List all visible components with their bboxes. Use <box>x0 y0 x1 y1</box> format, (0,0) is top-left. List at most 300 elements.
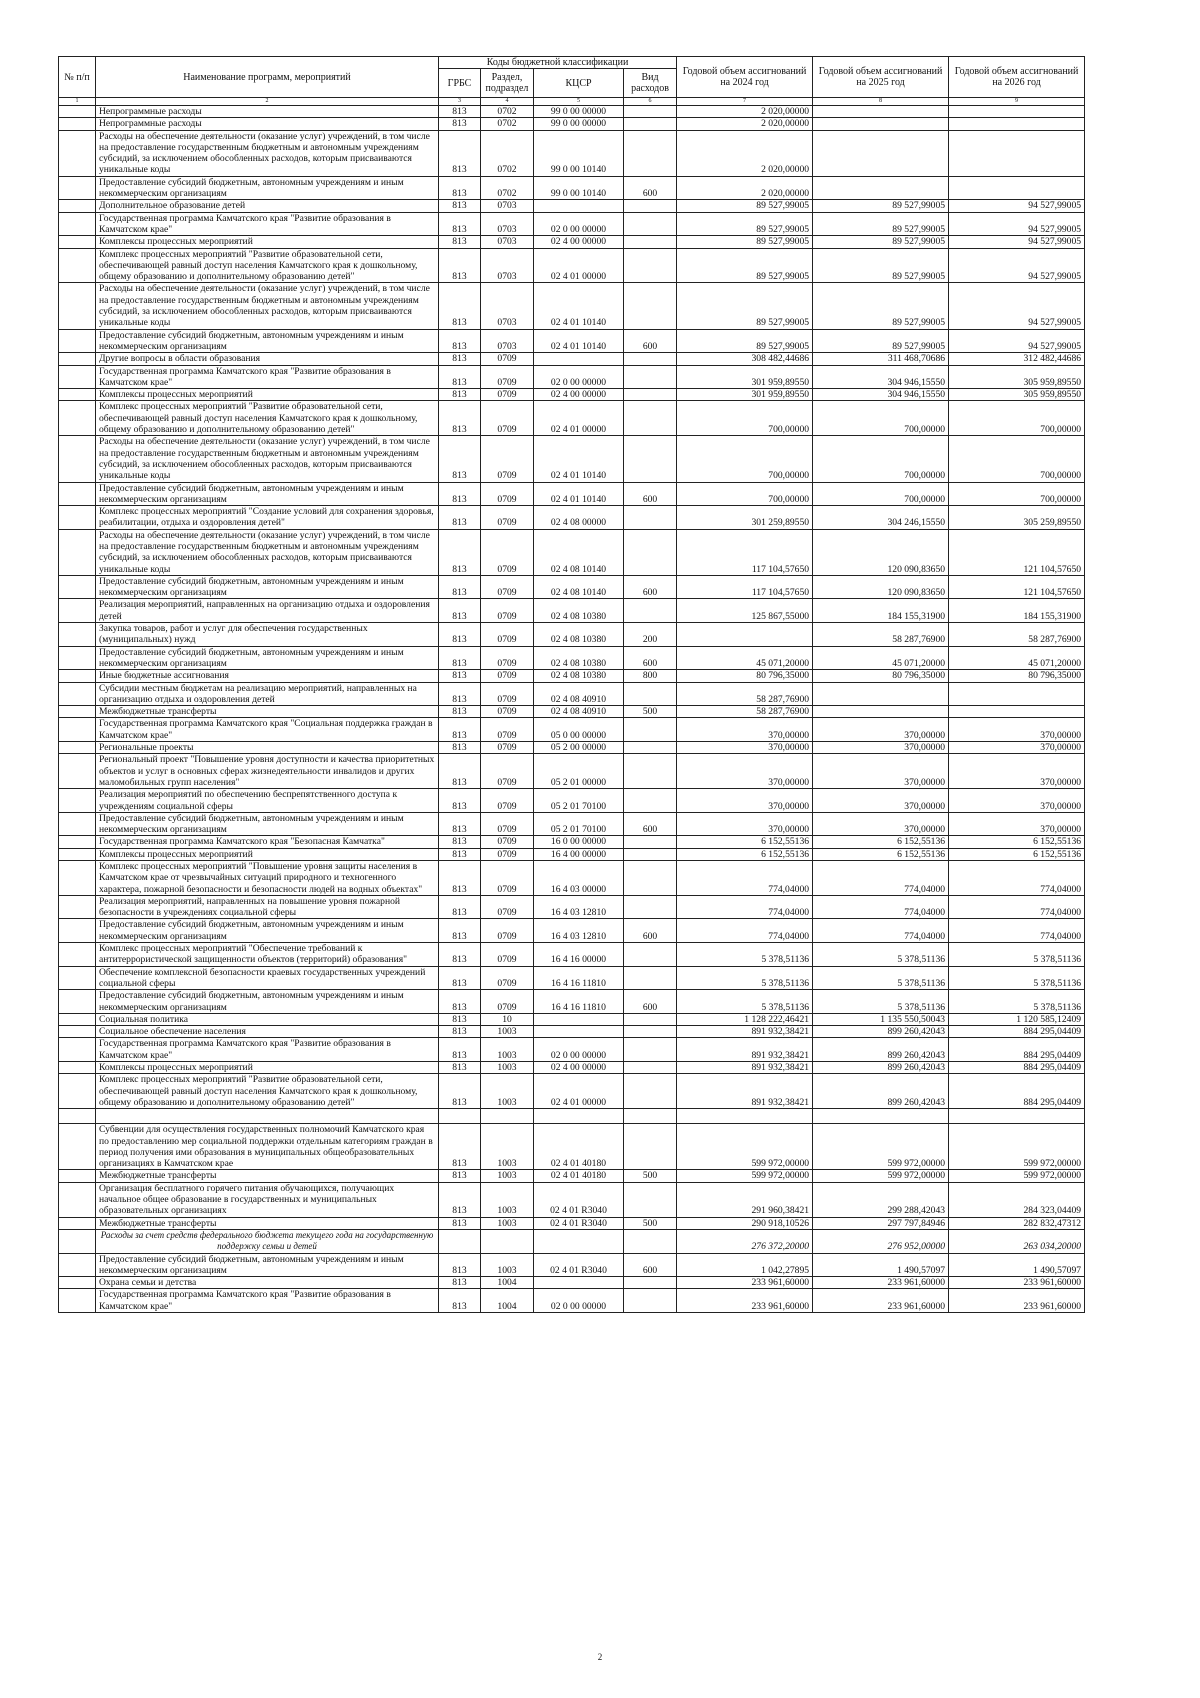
table-row <box>59 401 1085 436</box>
spacer-cell <box>949 1109 1085 1124</box>
row-2025-cell: 299 288,42043 <box>813 1182 949 1217</box>
table-row <box>59 212 1085 236</box>
row-grbs-cell: 813 <box>439 529 481 575</box>
row-name-cell: Комплекс процессных мероприятий "Развитие образовательной сети, обеспечивающей равный доступ населения Камчатского края к дошкольному, общему образованию и дополнительному образованию детей" <box>96 1074 439 1109</box>
row-razdel-cell: 0702 <box>481 106 534 118</box>
row-vid-cell <box>624 1062 677 1074</box>
table-row <box>59 848 1085 860</box>
row-2025-cell: 774,04000 <box>813 861 949 896</box>
row-2025-cell: 120 090,83650 <box>813 529 949 575</box>
row-vid-cell: 600 <box>624 482 677 506</box>
row-2025-cell: 6 152,55136 <box>813 848 949 860</box>
row-2024-cell: 301 959,89550 <box>677 389 813 401</box>
table-row <box>59 365 1085 389</box>
row-number-cell <box>59 895 96 919</box>
row-name-cell: Реализация мероприятий по обеспечению беспрепятственного доступа к учреждениям социальной сферы <box>96 789 439 813</box>
row-number-cell <box>59 401 96 436</box>
row-vid-cell <box>624 236 677 248</box>
spacer-cell <box>96 1109 439 1124</box>
row-2026-cell <box>949 706 1085 718</box>
row-2024-cell: 700,00000 <box>677 401 813 436</box>
row-kcsr-cell: 16 4 16 11810 <box>534 990 624 1014</box>
row-kcsr-cell: 05 2 01 70100 <box>534 812 624 836</box>
row-2025-cell: 89 527,99005 <box>813 248 949 283</box>
spacer-cell <box>677 1109 813 1124</box>
row-razdel-cell: 1004 <box>481 1277 534 1289</box>
table-row <box>59 529 1085 575</box>
row-grbs-cell: 813 <box>439 482 481 506</box>
row-razdel-cell: 0709 <box>481 754 534 789</box>
row-kcsr-cell: 02 4 01 R3040 <box>534 1217 624 1229</box>
row-vid-cell <box>624 1013 677 1025</box>
table-row <box>59 754 1085 789</box>
row-kcsr-cell: 02 4 01 R3040 <box>534 1182 624 1217</box>
row-grbs-cell: 813 <box>439 176 481 200</box>
row-vid-cell <box>624 1229 677 1253</box>
row-2025-cell: 774,04000 <box>813 919 949 943</box>
row-2024-cell: 774,04000 <box>677 861 813 896</box>
row-number-cell <box>59 1074 96 1109</box>
row-2024-cell: 370,00000 <box>677 742 813 754</box>
table-row <box>59 1277 1085 1289</box>
row-kcsr-cell: 02 4 00 00000 <box>534 1062 624 1074</box>
row-number-cell <box>59 682 96 706</box>
row-name-cell: Комплекс процессных мероприятий "Развитие образовательной сети, обеспечивающей равный доступ населения Камчатского края к дошкольному, общему образованию и дополнительному образованию детей" <box>96 401 439 436</box>
row-2026-cell: 700,00000 <box>949 482 1085 506</box>
row-2026-cell: 599 972,00000 <box>949 1170 1085 1182</box>
spacer-cell <box>481 1109 534 1124</box>
row-number-cell <box>59 389 96 401</box>
row-kcsr-cell: 02 4 08 10140 <box>534 529 624 575</box>
table-row <box>59 1229 1085 1253</box>
row-name-cell: Государственная программа Камчатского края "Развитие образования в Камчатском крае" <box>96 212 439 236</box>
row-2026-cell: 263 034,20000 <box>949 1229 1085 1253</box>
table-row <box>59 599 1085 623</box>
row-2026-cell <box>949 130 1085 176</box>
row-grbs-cell: 813 <box>439 943 481 967</box>
row-kcsr-cell: 02 4 01 00000 <box>534 248 624 283</box>
row-2024-cell: 6 152,55136 <box>677 848 813 860</box>
row-name-cell: Непрограммные расходы <box>96 106 439 118</box>
row-2026-cell: 233 961,60000 <box>949 1289 1085 1313</box>
row-razdel-cell: 0709 <box>481 353 534 365</box>
row-razdel-cell: 0709 <box>481 848 534 860</box>
row-vid-cell <box>624 130 677 176</box>
row-2026-cell: 94 527,99005 <box>949 329 1085 353</box>
row-number-cell <box>59 353 96 365</box>
row-kcsr-cell: 02 4 01 00000 <box>534 401 624 436</box>
row-vid-cell <box>624 943 677 967</box>
row-grbs-cell: 813 <box>439 283 481 329</box>
row-vid-cell <box>624 283 677 329</box>
row-2026-cell: 370,00000 <box>949 789 1085 813</box>
table-row <box>59 682 1085 706</box>
row-razdel-cell: 0709 <box>481 682 534 706</box>
row-name-cell: Комплексы процессных мероприятий <box>96 848 439 860</box>
row-2026-cell: 94 527,99005 <box>949 283 1085 329</box>
row-kcsr-cell: 02 4 01 40180 <box>534 1170 624 1182</box>
row-grbs-cell: 813 <box>439 718 481 742</box>
row-2026-cell: 94 527,99005 <box>949 212 1085 236</box>
row-kcsr-cell <box>534 1229 624 1253</box>
row-grbs-cell: 813 <box>439 1217 481 1229</box>
row-name-cell: Комплексы процессных мероприятий <box>96 389 439 401</box>
row-grbs-cell: 813 <box>439 248 481 283</box>
row-2025-cell <box>813 106 949 118</box>
row-2026-cell: 6 152,55136 <box>949 836 1085 848</box>
row-razdel-cell: 1003 <box>481 1074 534 1109</box>
row-name-cell: Предоставление субсидий бюджетным, автономным учреждениям и иным некоммерческим организациям <box>96 812 439 836</box>
row-number-cell <box>59 789 96 813</box>
table-row <box>59 1170 1085 1182</box>
table-row <box>59 1062 1085 1074</box>
table-row <box>59 861 1085 896</box>
row-kcsr-cell: 05 0 00 00000 <box>534 718 624 742</box>
row-2026-cell: 94 527,99005 <box>949 200 1085 212</box>
row-name-cell: Предоставление субсидий бюджетным, автономным учреждениям и иным некоммерческим организациям <box>96 482 439 506</box>
row-razdel-cell: 0709 <box>481 943 534 967</box>
col-number: 3 <box>439 98 481 106</box>
row-name-cell: Организация бесплатного горячего питания обучающихся, получающих начальное общее образование в государственных и муниципальных образовательных организациях <box>96 1182 439 1217</box>
row-kcsr-cell: 99 0 00 10140 <box>534 130 624 176</box>
header-codes-group: Коды бюджетной классификации <box>439 57 677 69</box>
row-number-cell <box>59 861 96 896</box>
table-row <box>59 789 1085 813</box>
row-number-cell <box>59 529 96 575</box>
row-razdel-cell: 0703 <box>481 212 534 236</box>
row-number-cell <box>59 236 96 248</box>
row-vid-cell <box>624 718 677 742</box>
row-2024-cell: 276 372,20000 <box>677 1229 813 1253</box>
row-name-cell: Субвенции для осуществления государственных полномочий Камчатского края по предоставлению мер социальной поддержки отдельным категориям граждан в период получения ими образования в муниципальных общеобразовательных организациях в Камчатском крае <box>96 1124 439 1170</box>
col-number: 4 <box>481 98 534 106</box>
row-vid-cell: 500 <box>624 706 677 718</box>
row-name-cell: Охрана семьи и детства <box>96 1277 439 1289</box>
row-2024-cell: 891 932,38421 <box>677 1062 813 1074</box>
row-grbs-cell: 813 <box>439 506 481 530</box>
row-name-cell: Межбюджетные трансферты <box>96 1217 439 1229</box>
row-2026-cell: 884 295,04409 <box>949 1026 1085 1038</box>
row-razdel-cell: 0709 <box>481 742 534 754</box>
row-vid-cell <box>624 118 677 130</box>
row-2026-cell <box>949 682 1085 706</box>
row-kcsr-cell: 05 2 01 70100 <box>534 789 624 813</box>
row-2025-cell: 700,00000 <box>813 436 949 482</box>
row-2024-cell: 291 960,38421 <box>677 1182 813 1217</box>
row-name-cell: Государственная программа Камчатского края "Социальная поддержка граждан в Камчатском крае" <box>96 718 439 742</box>
header-2025: Годовой объем ассигнований на 2025 год <box>813 57 949 98</box>
row-vid-cell: 600 <box>624 1253 677 1277</box>
row-2026-cell: 184 155,31900 <box>949 599 1085 623</box>
row-name-cell: Предоставление субсидий бюджетным, автономным учреждениям и иным некоммерческим организациям <box>96 990 439 1014</box>
row-2024-cell: 80 796,35000 <box>677 670 813 682</box>
row-number-cell <box>59 482 96 506</box>
row-2026-cell <box>949 176 1085 200</box>
row-2026-cell: 305 959,89550 <box>949 365 1085 389</box>
row-grbs-cell: 813 <box>439 1074 481 1109</box>
row-2026-cell: 774,04000 <box>949 895 1085 919</box>
row-vid-cell <box>624 212 677 236</box>
row-2026-cell: 5 378,51136 <box>949 966 1085 990</box>
row-2025-cell <box>813 176 949 200</box>
row-grbs-cell: 813 <box>439 754 481 789</box>
row-2026-cell: 774,04000 <box>949 919 1085 943</box>
row-razdel-cell: 0709 <box>481 482 534 506</box>
row-kcsr-cell: 02 4 08 10380 <box>534 599 624 623</box>
row-name-cell: Другие вопросы в области образования <box>96 353 439 365</box>
row-grbs-cell: 813 <box>439 1170 481 1182</box>
header-2024: Годовой объем ассигнований на 2024 год <box>677 57 813 98</box>
row-vid-cell: 200 <box>624 623 677 647</box>
row-2024-cell: 2 020,00000 <box>677 176 813 200</box>
table-row <box>59 919 1085 943</box>
row-number-cell <box>59 646 96 670</box>
row-2025-cell: 297 797,84946 <box>813 1217 949 1229</box>
col-number: 2 <box>96 98 439 106</box>
row-name-cell: Региональные проекты <box>96 742 439 754</box>
row-razdel-cell: 0709 <box>481 646 534 670</box>
row-razdel-cell: 1003 <box>481 1026 534 1038</box>
row-kcsr-cell <box>534 1277 624 1289</box>
row-number-cell <box>59 436 96 482</box>
row-number-cell <box>59 1217 96 1229</box>
row-vid-cell <box>624 742 677 754</box>
col-number: 5 <box>534 98 624 106</box>
row-razdel-cell: 0709 <box>481 789 534 813</box>
table-row <box>59 482 1085 506</box>
row-vid-cell <box>624 1038 677 1062</box>
row-2025-cell: 89 527,99005 <box>813 200 949 212</box>
row-razdel-cell: 1003 <box>481 1182 534 1217</box>
row-vid-cell: 500 <box>624 1170 677 1182</box>
row-2024-cell: 2 020,00000 <box>677 130 813 176</box>
row-vid-cell <box>624 895 677 919</box>
column-numbers-row <box>59 98 1085 106</box>
row-grbs-cell: 813 <box>439 670 481 682</box>
row-name-cell: Комплексы процессных мероприятий <box>96 1062 439 1074</box>
table-row <box>59 1289 1085 1313</box>
row-kcsr-cell: 02 4 01 10140 <box>534 329 624 353</box>
row-vid-cell <box>624 861 677 896</box>
row-name-cell: Расходы на обеспечение деятельности (оказание услуг) учреждений, в том числе на предоставление государственным бюджетным и автономным учреждениям субсидий, за исключением обособленных расходов, которым присваиваются уникальные коды <box>96 529 439 575</box>
row-2025-cell: 45 071,20000 <box>813 646 949 670</box>
row-name-cell: Субсидии местным бюджетам на реализацию мероприятий, направленных на организацию отдыха и оздоровления детей <box>96 682 439 706</box>
row-2025-cell: 370,00000 <box>813 742 949 754</box>
row-kcsr-cell: 02 4 00 00000 <box>534 389 624 401</box>
row-2026-cell: 370,00000 <box>949 812 1085 836</box>
row-kcsr-cell: 02 4 08 40910 <box>534 682 624 706</box>
row-2026-cell <box>949 118 1085 130</box>
row-number-cell <box>59 706 96 718</box>
table-row <box>59 990 1085 1014</box>
row-2026-cell: 884 295,04409 <box>949 1062 1085 1074</box>
row-2025-cell <box>813 118 949 130</box>
row-2024-cell: 5 378,51136 <box>677 943 813 967</box>
table-row <box>59 1124 1085 1170</box>
row-name-cell: Расходы на обеспечение деятельности (оказание услуг) учреждений, в том числе на предоставление государственным бюджетным и автономным учреждениям субсидий, за исключением обособленных расходов, которым присваиваются уникальные коды <box>96 436 439 482</box>
table-row <box>59 283 1085 329</box>
row-grbs-cell: 813 <box>439 682 481 706</box>
table-row <box>59 706 1085 718</box>
table-row <box>59 1217 1085 1229</box>
table-row <box>59 106 1085 118</box>
row-vid-cell: 600 <box>624 990 677 1014</box>
row-name-cell: Государственная программа Камчатского края "Развитие образования в Камчатском крае" <box>96 365 439 389</box>
row-2024-cell: 1 042,27895 <box>677 1253 813 1277</box>
row-name-cell: Региональный проект "Повышение уровня доступности и качества приоритетных объектов и услуг в основных сферах жизнедеятельности инвалидов и других маломобильных групп населения" <box>96 754 439 789</box>
row-vid-cell <box>624 436 677 482</box>
row-2025-cell: 370,00000 <box>813 754 949 789</box>
row-2026-cell: 700,00000 <box>949 436 1085 482</box>
row-razdel-cell: 0709 <box>481 365 534 389</box>
row-2026-cell: 282 832,47312 <box>949 1217 1085 1229</box>
row-2025-cell: 89 527,99005 <box>813 329 949 353</box>
row-kcsr-cell: 16 4 00 00000 <box>534 848 624 860</box>
row-grbs-cell: 813 <box>439 1124 481 1170</box>
page-number: 2 <box>597 1652 603 1662</box>
row-2026-cell: 1 490,57097 <box>949 1253 1085 1277</box>
row-vid-cell <box>624 106 677 118</box>
row-vid-cell <box>624 1074 677 1109</box>
row-2025-cell: 370,00000 <box>813 812 949 836</box>
table-row <box>59 130 1085 176</box>
row-vid-cell: 600 <box>624 919 677 943</box>
row-2024-cell: 233 961,60000 <box>677 1277 813 1289</box>
row-number-cell <box>59 623 96 647</box>
row-2026-cell: 80 796,35000 <box>949 670 1085 682</box>
row-grbs-cell: 813 <box>439 789 481 813</box>
row-razdel-cell: 0709 <box>481 990 534 1014</box>
table-spacer-row <box>59 1109 1085 1124</box>
table-row <box>59 718 1085 742</box>
table-row <box>59 646 1085 670</box>
row-grbs-cell: 813 <box>439 389 481 401</box>
row-2026-cell: 233 961,60000 <box>949 1277 1085 1289</box>
row-2025-cell: 774,04000 <box>813 895 949 919</box>
row-2025-cell: 599 972,00000 <box>813 1124 949 1170</box>
row-2026-cell: 94 527,99005 <box>949 248 1085 283</box>
row-number-cell <box>59 212 96 236</box>
row-name-cell: Дополнительное образование детей <box>96 200 439 212</box>
row-vid-cell <box>624 401 677 436</box>
header-razdel: Раздел, подраздел <box>481 69 534 98</box>
row-number-cell <box>59 670 96 682</box>
row-2024-cell: 301 259,89550 <box>677 506 813 530</box>
row-number-cell <box>59 1038 96 1062</box>
row-grbs-cell: 813 <box>439 836 481 848</box>
row-vid-cell <box>624 1026 677 1038</box>
row-kcsr-cell: 16 4 03 12810 <box>534 895 624 919</box>
row-vid-cell <box>624 200 677 212</box>
row-vid-cell <box>624 789 677 813</box>
row-2024-cell: 2 020,00000 <box>677 106 813 118</box>
header-grbs: ГРБС <box>439 69 481 98</box>
row-kcsr-cell: 16 0 00 00000 <box>534 836 624 848</box>
row-number-cell <box>59 575 96 599</box>
row-2024-cell: 891 932,38421 <box>677 1026 813 1038</box>
row-vid-cell <box>624 506 677 530</box>
row-2026-cell: 370,00000 <box>949 754 1085 789</box>
row-grbs-cell: 813 <box>439 212 481 236</box>
row-2025-cell: 311 468,70686 <box>813 353 949 365</box>
row-name-cell: Комплексы процессных мероприятий <box>96 236 439 248</box>
row-razdel-cell: 1003 <box>481 1062 534 1074</box>
row-2024-cell: 117 104,57650 <box>677 575 813 599</box>
row-grbs-cell: 813 <box>439 599 481 623</box>
row-2026-cell: 58 287,76900 <box>949 623 1085 647</box>
header-name: Наименование программ, мероприятий <box>96 57 439 98</box>
row-vid-cell <box>624 836 677 848</box>
row-grbs-cell: 813 <box>439 848 481 860</box>
row-grbs-cell: 813 <box>439 236 481 248</box>
row-vid-cell <box>624 848 677 860</box>
row-razdel-cell: 1003 <box>481 1217 534 1229</box>
row-number-cell <box>59 1062 96 1074</box>
row-razdel-cell: 0709 <box>481 706 534 718</box>
row-2026-cell: 305 259,89550 <box>949 506 1085 530</box>
row-2026-cell: 370,00000 <box>949 742 1085 754</box>
row-grbs-cell: 813 <box>439 895 481 919</box>
row-2026-cell: 121 104,57650 <box>949 529 1085 575</box>
row-2024-cell: 89 527,99005 <box>677 212 813 236</box>
row-vid-cell: 600 <box>624 812 677 836</box>
row-razdel-cell: 1003 <box>481 1038 534 1062</box>
row-grbs-cell: 813 <box>439 575 481 599</box>
row-2024-cell: 290 918,10526 <box>677 1217 813 1229</box>
row-name-cell: Предоставление субсидий бюджетным, автономным учреждениям и иным некоммерческим организациям <box>96 919 439 943</box>
row-kcsr-cell: 99 0 00 10140 <box>534 176 624 200</box>
row-2025-cell <box>813 706 949 718</box>
row-razdel-cell: 0703 <box>481 248 534 283</box>
row-kcsr-cell: 02 4 00 00000 <box>534 236 624 248</box>
row-kcsr-cell: 02 4 01 10140 <box>534 436 624 482</box>
row-number-cell <box>59 283 96 329</box>
row-name-cell: Комплекс процессных мероприятий "Создание условий для сохранения здоровья, реабилитации, отдыха и оздоровления детей" <box>96 506 439 530</box>
row-grbs-cell: 813 <box>439 966 481 990</box>
row-kcsr-cell: 02 4 01 40180 <box>534 1124 624 1170</box>
table-row <box>59 436 1085 482</box>
row-razdel-cell: 0709 <box>481 506 534 530</box>
row-2024-cell: 2 020,00000 <box>677 118 813 130</box>
row-kcsr-cell: 02 0 00 00000 <box>534 365 624 389</box>
row-number-cell <box>59 329 96 353</box>
row-2025-cell: 120 090,83650 <box>813 575 949 599</box>
row-2024-cell: 370,00000 <box>677 812 813 836</box>
row-2025-cell: 899 260,42043 <box>813 1062 949 1074</box>
row-name-cell: Социальное обеспечение населения <box>96 1026 439 1038</box>
row-2025-cell: 89 527,99005 <box>813 212 949 236</box>
row-grbs-cell: 813 <box>439 353 481 365</box>
row-razdel-cell: 0703 <box>481 329 534 353</box>
row-2026-cell: 5 378,51136 <box>949 943 1085 967</box>
row-kcsr-cell: 16 4 03 12810 <box>534 919 624 943</box>
row-2026-cell: 305 959,89550 <box>949 389 1085 401</box>
row-grbs-cell: 813 <box>439 118 481 130</box>
row-razdel-cell: 0709 <box>481 670 534 682</box>
row-2024-cell: 700,00000 <box>677 436 813 482</box>
row-number-cell <box>59 1229 96 1253</box>
row-2025-cell: 370,00000 <box>813 718 949 742</box>
row-grbs-cell: 813 <box>439 106 481 118</box>
row-number-cell <box>59 1253 96 1277</box>
row-2024-cell: 89 527,99005 <box>677 236 813 248</box>
table-row <box>59 895 1085 919</box>
row-razdel-cell: 0702 <box>481 118 534 130</box>
row-2024-cell: 301 959,89550 <box>677 365 813 389</box>
row-name-cell: Предоставление субсидий бюджетным, автономным учреждениям и иным некоммерческим организациям <box>96 1253 439 1277</box>
table-row <box>59 200 1085 212</box>
row-name-cell: Иные бюджетные ассигнования <box>96 670 439 682</box>
